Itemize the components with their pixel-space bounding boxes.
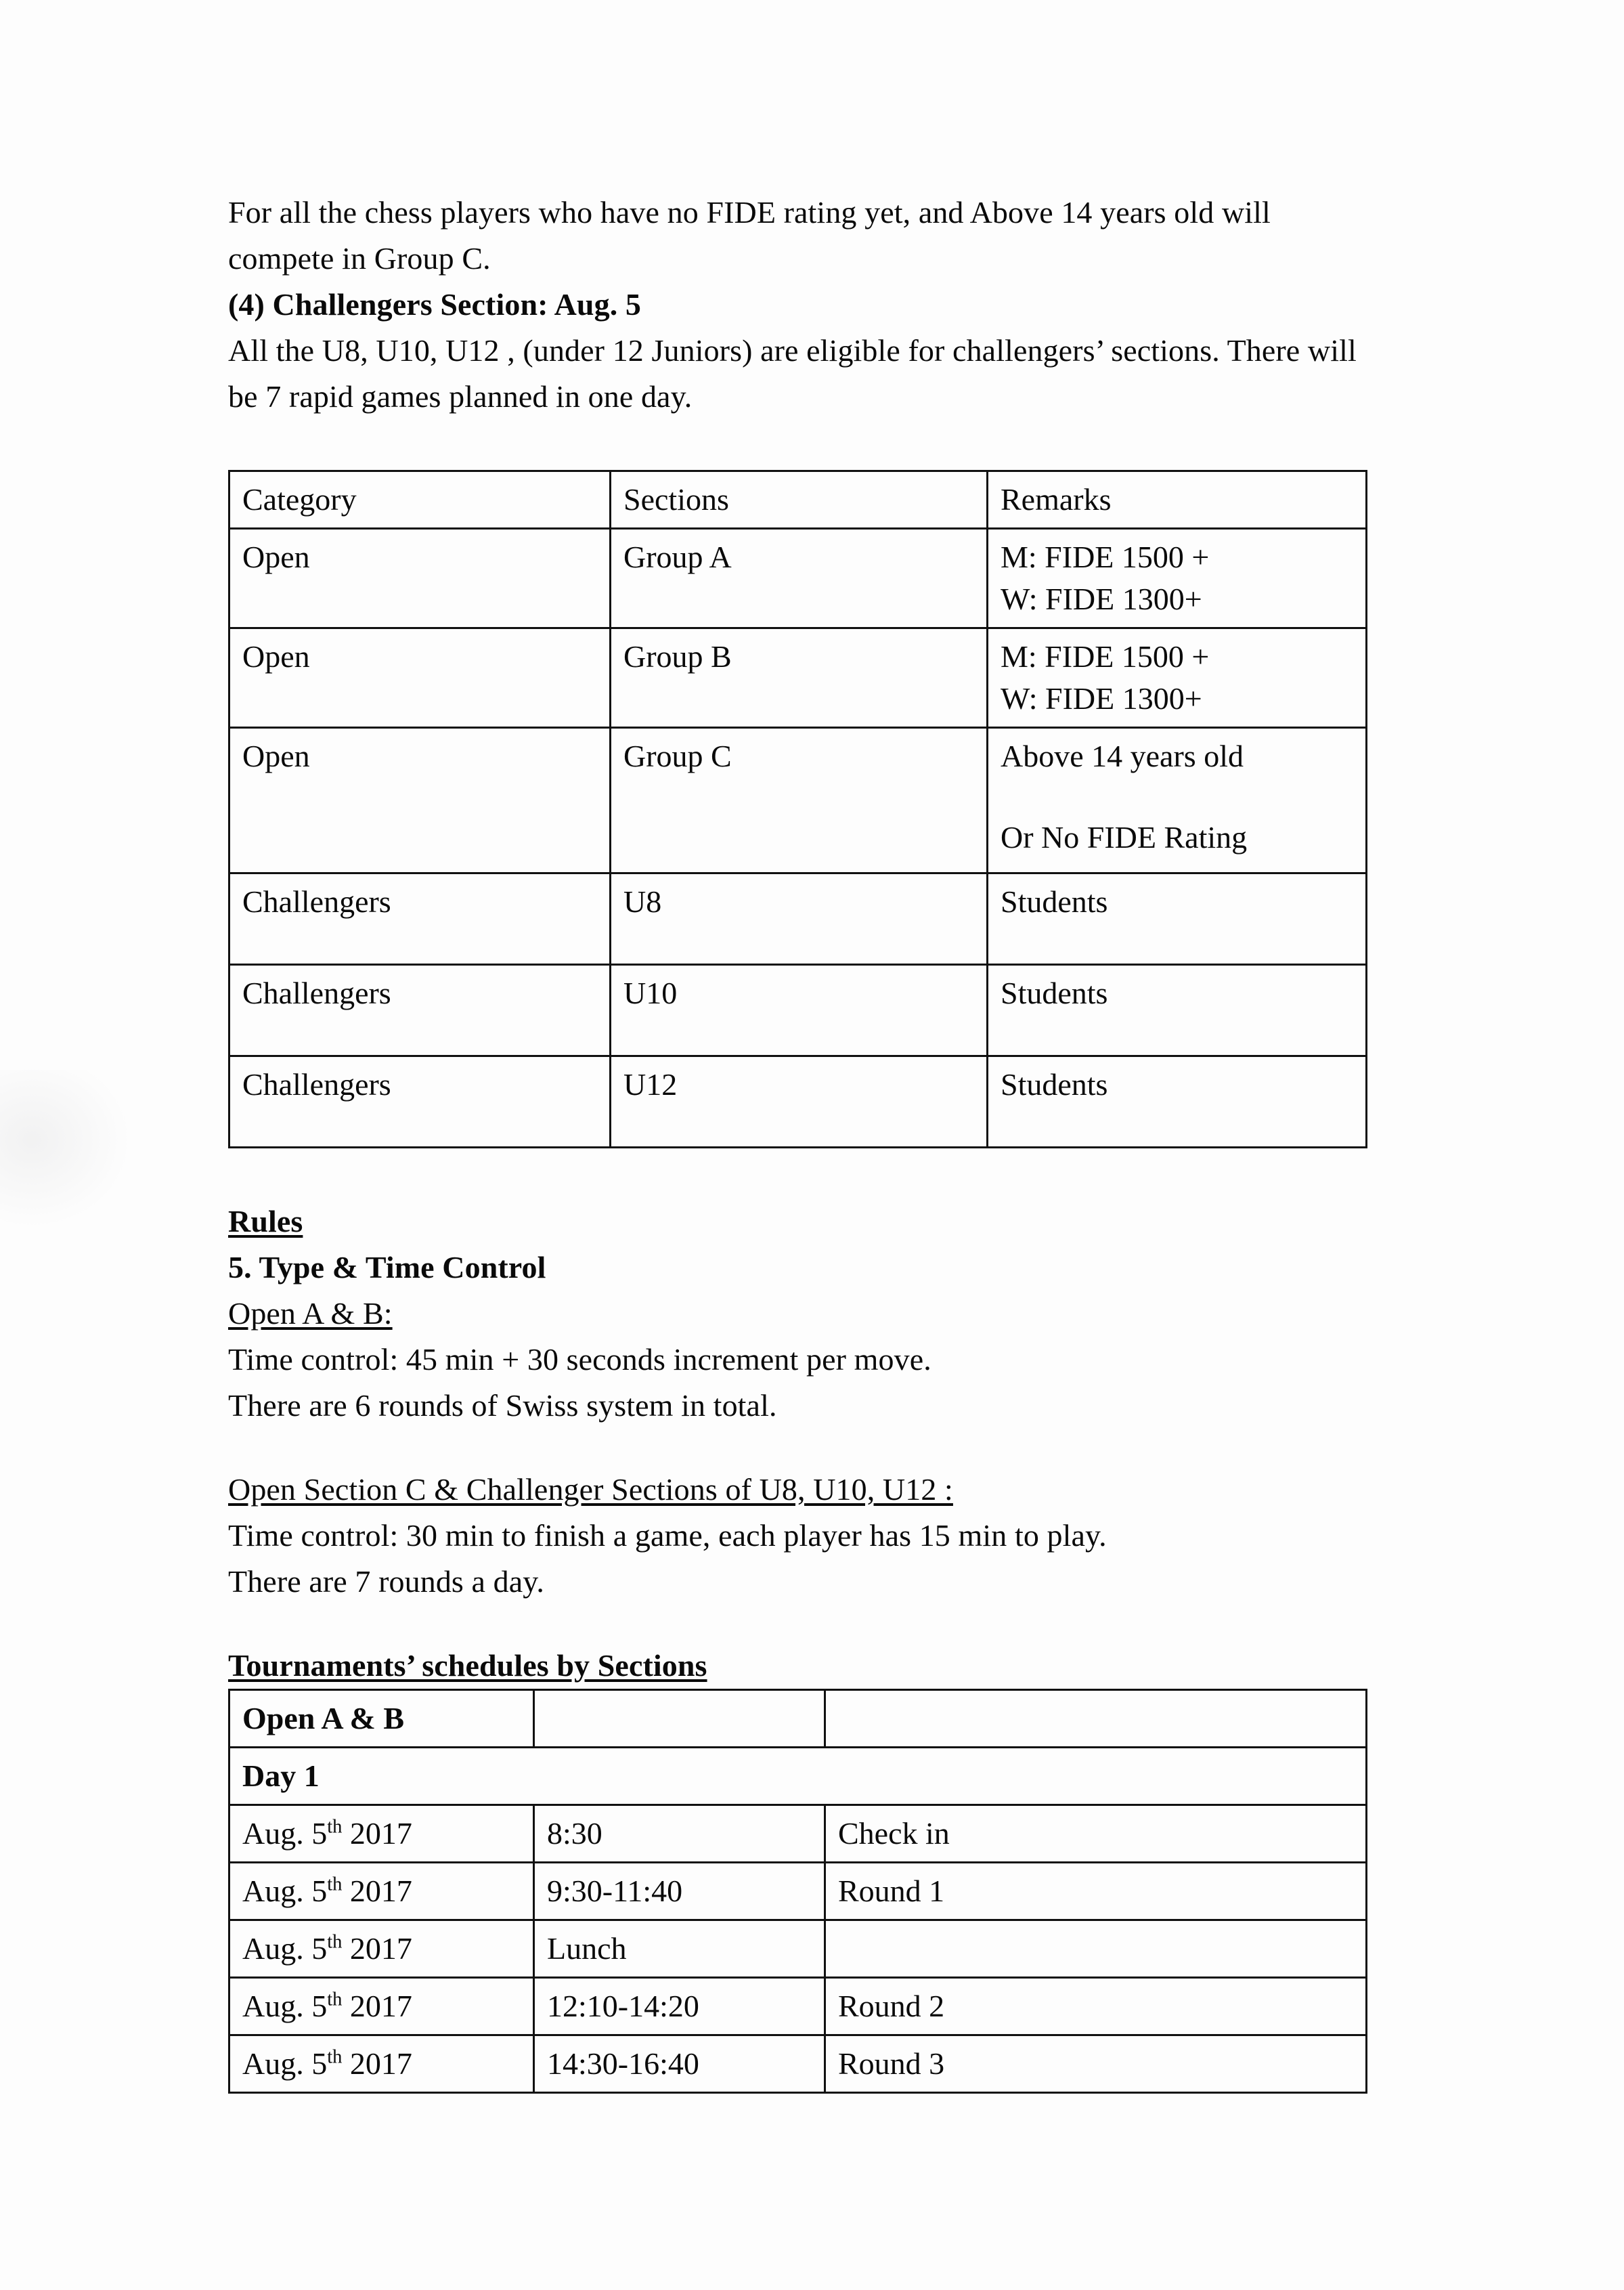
header-sections: Sections xyxy=(611,471,988,529)
cell-section: Group C xyxy=(611,728,988,873)
schedule-day-row xyxy=(229,1748,1367,1805)
date-year: 2017 xyxy=(342,1874,412,1908)
date-ordinal-suffix: th xyxy=(327,1989,343,2010)
open-ab-rounds: There are 6 rounds of Swiss system in total. xyxy=(228,1388,777,1423)
cell-remarks: Students xyxy=(988,1056,1367,1148)
categories-table xyxy=(228,470,1367,1148)
schedule-table xyxy=(228,1689,1367,2094)
table-row xyxy=(229,873,1367,965)
cell-section: U10 xyxy=(611,965,988,1056)
cell-event: Round 2 xyxy=(825,1978,1367,2035)
scan-artifact xyxy=(0,1070,129,1226)
cell-date xyxy=(229,1805,534,1863)
cell-category: Challengers xyxy=(229,965,611,1056)
date-year: 2017 xyxy=(342,1989,412,2023)
date-prefix: Aug. 5 xyxy=(242,2046,328,2081)
date-ordinal-suffix: th xyxy=(327,1874,343,1895)
schedule-section-row xyxy=(229,1690,1367,1748)
remarks-line-1: M: FIDE 1500 + xyxy=(1001,540,1210,574)
cell-category: Challengers xyxy=(229,873,611,965)
remarks-line-1: Above 14 years old xyxy=(1001,739,1244,773)
remarks-blank-line xyxy=(1001,777,1355,817)
date-year: 2017 xyxy=(342,1931,412,1966)
date-year: 2017 xyxy=(342,2046,412,2081)
cell-date xyxy=(229,1920,534,1978)
cell-section: Group B xyxy=(611,628,988,728)
table-row xyxy=(229,965,1367,1056)
cell-section: U8 xyxy=(611,873,988,965)
date-ordinal-suffix: th xyxy=(327,1931,343,1953)
date-prefix: Aug. 5 xyxy=(242,1931,328,1966)
cell-category: Open xyxy=(229,628,611,728)
table-row xyxy=(229,1920,1367,1978)
table-row xyxy=(229,728,1367,873)
cell-time: 8:30 xyxy=(534,1805,825,1863)
remarks-line-2: W: FIDE 1300+ xyxy=(1001,582,1202,616)
header-category: Category xyxy=(229,471,611,529)
time-control-heading: 5. Type & Time Control xyxy=(228,1250,546,1284)
open-c-rounds: There are 7 rounds a day. xyxy=(228,1564,544,1599)
cell-event: Round 3 xyxy=(825,2035,1367,2093)
remarks-line-1: M: FIDE 1500 + xyxy=(1001,639,1210,674)
cell-category: Open xyxy=(229,728,611,873)
challengers-section-heading: (4) Challengers Section: Aug. 5 xyxy=(228,287,642,322)
spacer-before-schedule xyxy=(228,1605,1365,1643)
cell-event: Round 1 xyxy=(825,1863,1367,1920)
spacer-before-categories-table xyxy=(228,420,1365,470)
schedule-section-empty-2 xyxy=(825,1690,1367,1748)
cell-time: Lunch xyxy=(534,1920,825,1978)
date-ordinal-suffix: th xyxy=(327,2046,343,2068)
cell-date xyxy=(229,2035,534,2093)
cell-remarks: Students xyxy=(988,965,1367,1056)
table-header-row xyxy=(229,471,1367,529)
table-row xyxy=(229,1863,1367,1920)
cell-remarks xyxy=(988,628,1367,728)
cell-time: 14:30-16:40 xyxy=(534,2035,825,2093)
spacer-after-categories-table xyxy=(228,1148,1365,1198)
schedule-section-label: Open A & B xyxy=(229,1690,534,1748)
rules-heading: Rules xyxy=(228,1204,303,1238)
cell-section: Group A xyxy=(611,529,988,628)
cell-time: 12:10-14:20 xyxy=(534,1978,825,2035)
remarks-line-2: Or No FIDE Rating xyxy=(1001,820,1248,855)
cell-event: Check in xyxy=(825,1805,1367,1863)
open-c-time-control: Time control: 30 min to finish a game, each player has 15 min to play. xyxy=(228,1518,1107,1553)
challengers-paragraph: All the U8, U10, U12 , (under 12 Juniors) are eligible for challengers’ sections. There will be 7 rapid games planned in one day. xyxy=(228,333,1357,414)
cell-time: 9:30-11:40 xyxy=(534,1863,825,1920)
spacer-between-rule-blocks xyxy=(228,1429,1365,1467)
open-c-challenger-label: Open Section C & Challenger Sections of U8, U10, U12 : xyxy=(228,1472,953,1507)
table-row xyxy=(229,1978,1367,2035)
open-ab-label: Open A & B: xyxy=(228,1296,393,1331)
schedule-day-label: Day 1 xyxy=(229,1748,1367,1805)
intro-paragraph: For all the chess players who have no FIDE rating yet, and Above 14 years old will compete in Group C. xyxy=(228,195,1271,276)
cell-category: Open xyxy=(229,529,611,628)
remarks-line-2: W: FIDE 1300+ xyxy=(1001,681,1202,716)
table-row xyxy=(229,529,1367,628)
table-row xyxy=(229,1056,1367,1148)
table-row xyxy=(229,1805,1367,1863)
header-remarks: Remarks xyxy=(988,471,1367,529)
cell-date xyxy=(229,1978,534,2035)
cell-category: Challengers xyxy=(229,1056,611,1148)
cell-remarks: Students xyxy=(988,873,1367,965)
date-prefix: Aug. 5 xyxy=(242,1989,328,2023)
date-year: 2017 xyxy=(342,1816,412,1851)
document-content xyxy=(228,190,1365,2094)
cell-remarks xyxy=(988,728,1367,873)
cell-event xyxy=(825,1920,1367,1978)
table-row xyxy=(229,628,1367,728)
cell-section: U12 xyxy=(611,1056,988,1148)
cell-date xyxy=(229,1863,534,1920)
table-row xyxy=(229,2035,1367,2093)
schedule-section-empty-1 xyxy=(534,1690,825,1748)
cell-remarks xyxy=(988,529,1367,628)
date-ordinal-suffix: th xyxy=(327,1816,343,1838)
date-prefix: Aug. 5 xyxy=(242,1816,328,1851)
schedule-heading: Tournaments’ schedules by Sections xyxy=(228,1648,707,1683)
date-prefix: Aug. 5 xyxy=(242,1874,328,1908)
open-ab-time-control: Time control: 45 min + 30 seconds increment per move. xyxy=(228,1342,931,1377)
